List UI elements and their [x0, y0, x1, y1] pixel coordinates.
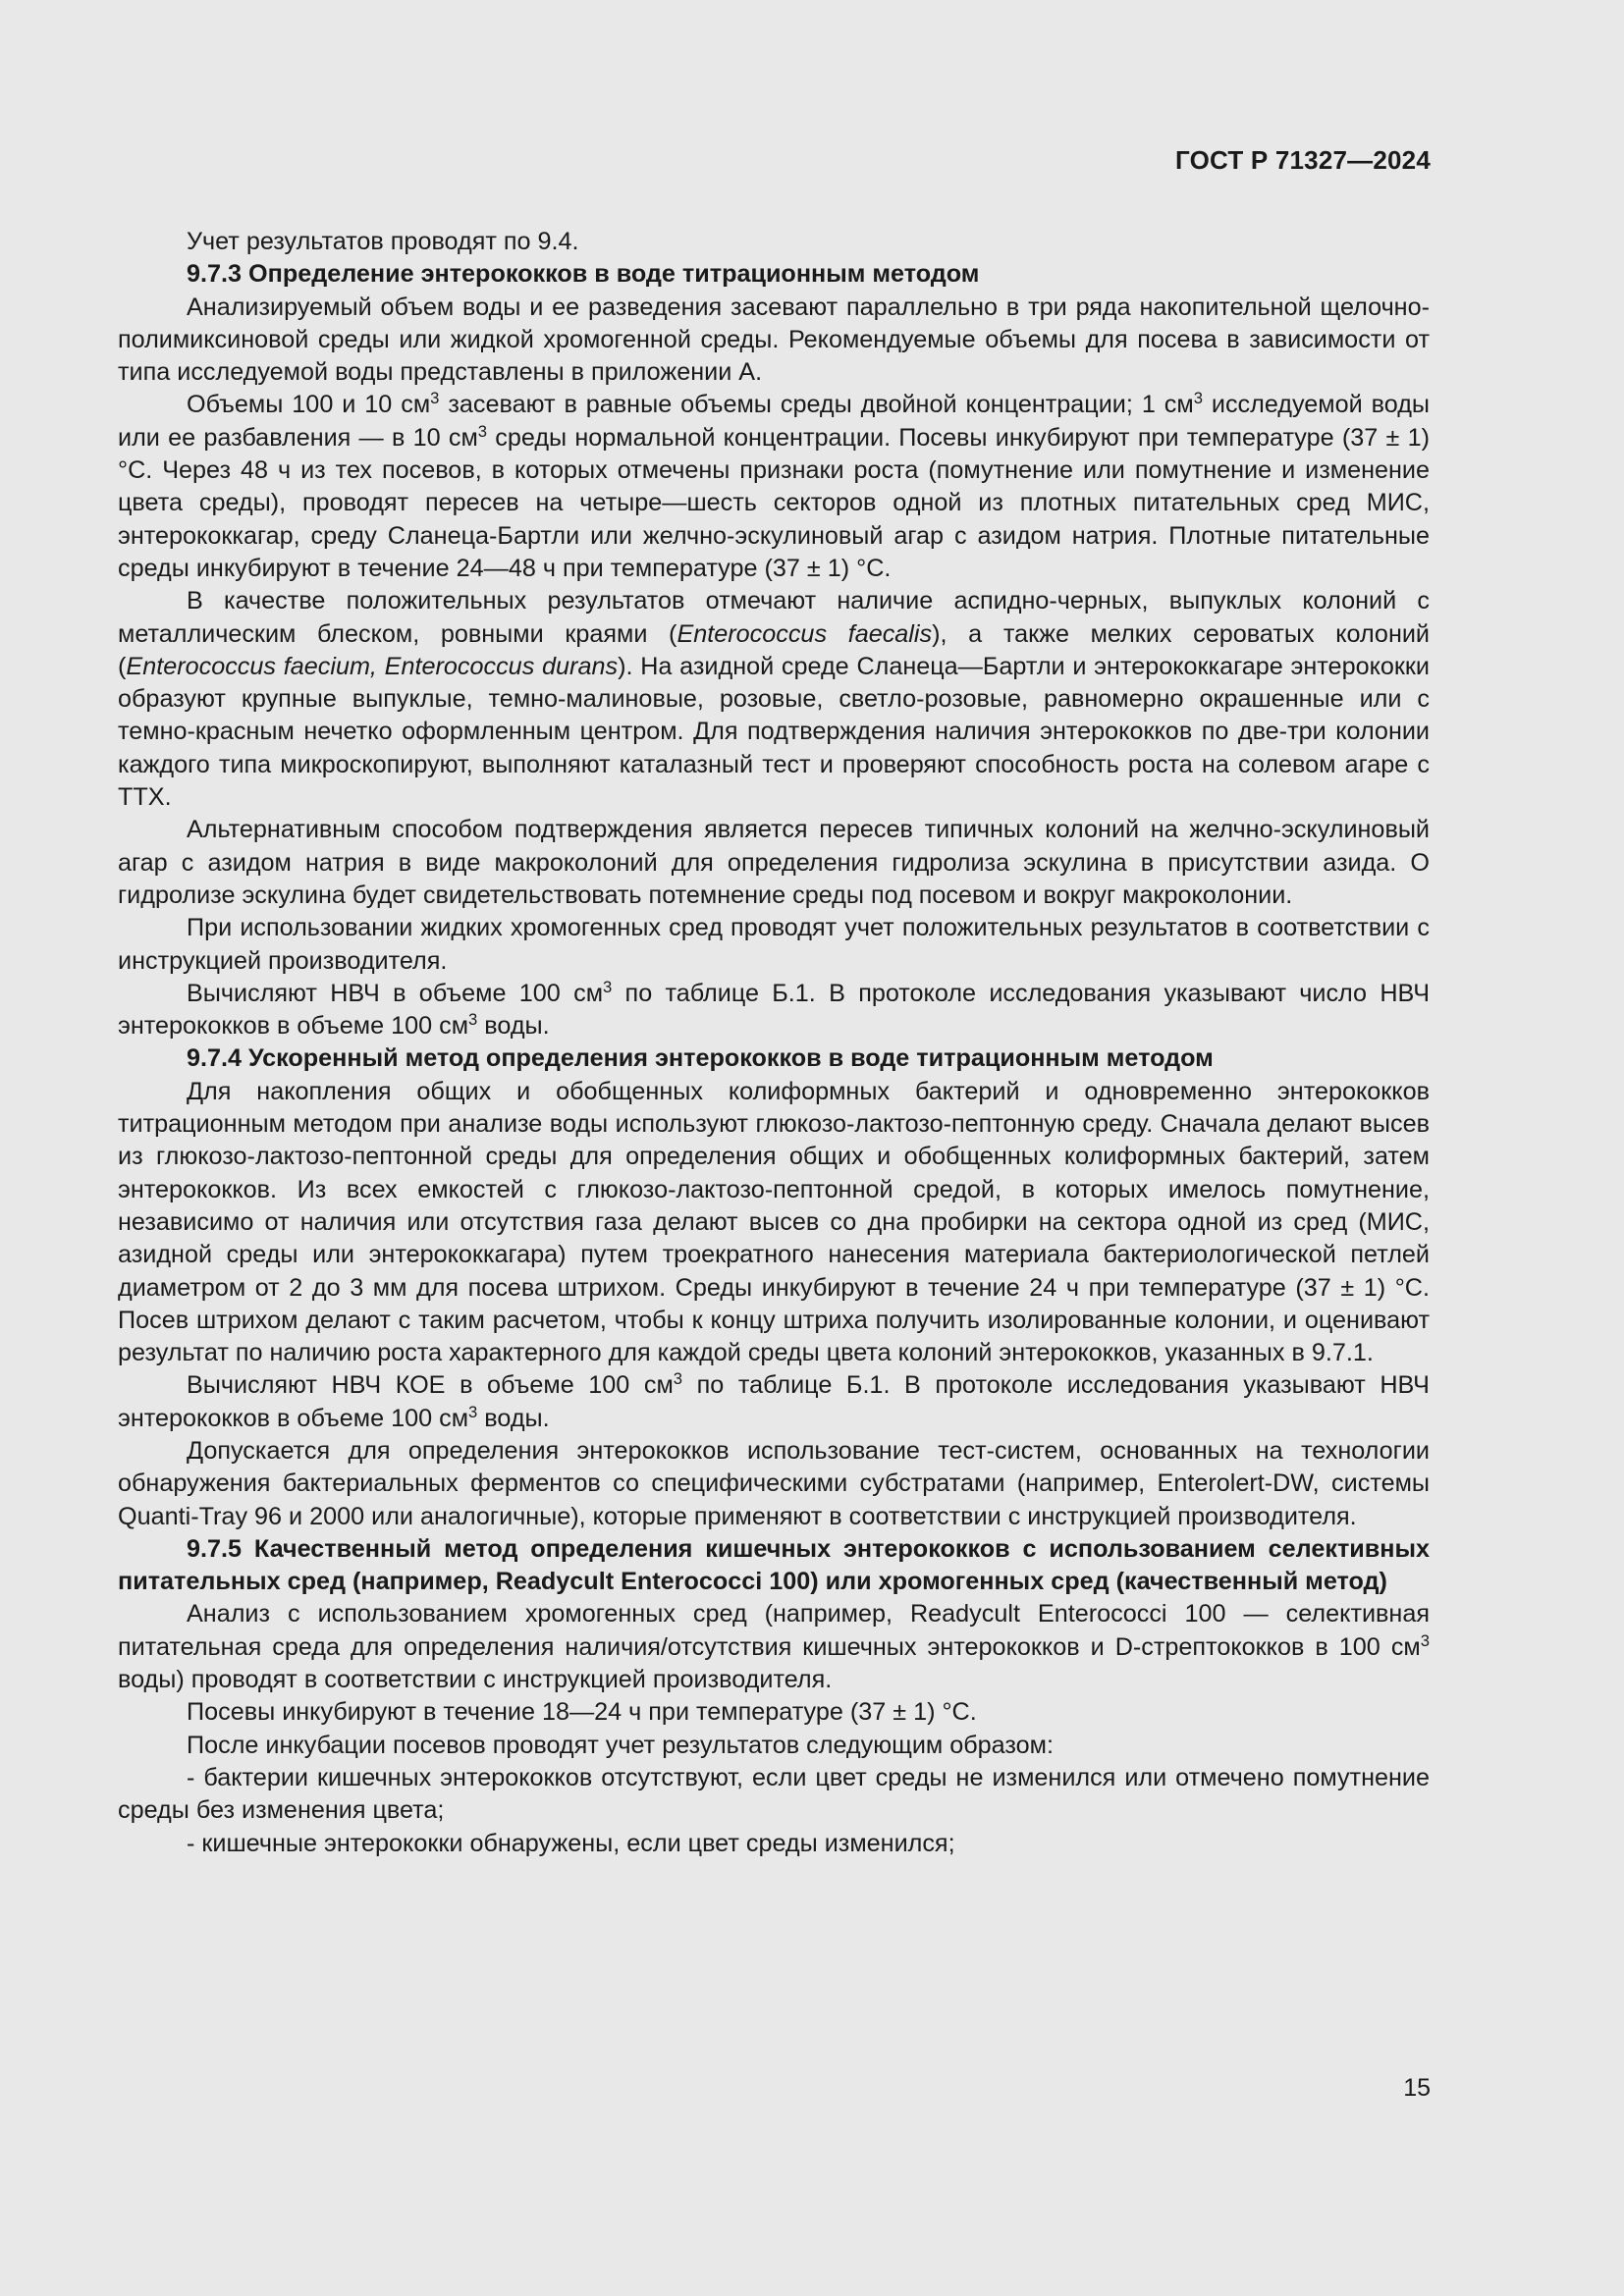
text-run: среды нормальной концентрации. Посевы инкубируют при температуре (37 ± 1) °С. Через 48 ч из тех посевов, в которых отмечены признаки роста (помутнение или помутнение и изменение цвета среды), проводят пересев на четыре—шесть секторов одной из плотных питательных сред МИС, энтерококкагар, среду Сланеца-Бартли или желчно-эскулиновый агар с азидом натрия. Плотные питательные среды инкубируют в течение 24—48 ч при температуре (37 ± 1) °С.: [118, 423, 1430, 582]
paragraph: Допускается для определения энтерококков использование тест-систем, основанных на технологии обнаружения бактериальных ферментов со специфическими субстратами (например, Enterolert-DW, системы Quanti-Tray 96 и 2000 или аналогичные), которые применяют в соответствии с инструкцией производителя.: [118, 1436, 1430, 1530]
text-run: В качестве положительных результатов отмечают наличие аспидно-черных, выпуклых колоний с металлическим блеском, ровными краями (: [118, 587, 1430, 648]
list-item: - бактерии кишечных энтерококков отсутствуют, если цвет среды не изменился или отмечено помутнение среды без изменения цвета;: [118, 1763, 1430, 1825]
paragraph: [118, 1598, 1430, 1696]
paragraph: [118, 585, 1430, 814]
superscript: 3: [468, 1402, 478, 1421]
paragraph: После инкубации посевов проводят учет результатов следующим образом:: [187, 1731, 1054, 1759]
superscript: 3: [1420, 1630, 1430, 1650]
text-run: ). На азидной среде Сланеца—Бартли и энтерококкагаре энтерококки образуют крупные выпуклые, темно-малиновые, розовые, светло-розовые, равномерно окрашенные или с темно-красным нечетко оформленным центром. Для подтверждения наличия энтерококков по две-три колонии каждого типа микроскопируют, выполняют каталазный тест и проверяют способность роста на солевом агаре с ТТХ.: [118, 652, 1431, 812]
section-heading-9-7-4: 9.7.4 Ускоренный метод определения энтерококков в воде титрационным методом: [187, 1044, 1214, 1073]
document-body: [118, 226, 1430, 1860]
text-run: воды.: [477, 1404, 550, 1432]
text-run: воды) проводят в соответствии с инструкцией производителя.: [118, 1666, 833, 1694]
paragraph: Посевы инкубируют в течение 18—24 ч при температуре (37 ± 1) °С.: [187, 1698, 977, 1727]
text-run: Анализ с использованием хромогенных сред (например, Readycult Enterococci 100 — селективная питательная среда для определения наличия/отсутствия кишечных энтерококков и D-стрептококков в 100 см: [118, 1600, 1430, 1661]
italic-species: Enterococcus faecium, Enterococcus durans: [126, 652, 619, 680]
superscript: 3: [430, 389, 440, 408]
text-run: по таблице Б.1. В протоколе исследования указывают число НВЧ энтерококков в объеме 100 см: [118, 979, 1430, 1041]
text-run: воды.: [477, 1012, 550, 1041]
paragraph: Альтернативным способом подтверждения является пересев типичных колоний на желчно-эскулиновый агар с азидом натрия в виде макроколоний для определения гидролиза эскулина в присутствии азида. О гидролизе эскулина будет свидетельствовать потемнение среды под посевом и вокруг макроколонии.: [118, 816, 1430, 909]
list-item: - кишечные энтерококки обнаружены, если цвет среды изменился;: [187, 1829, 955, 1857]
text-run: исследуемой воды или ее разбавления — в 10 см: [118, 391, 1431, 452]
paragraph: При использовании жидких хромогенных сред проводят учет положительных результатов в соответствии с инструкцией производителя.: [118, 914, 1430, 975]
paragraph: [118, 1369, 1430, 1435]
section-heading-9-7-3: 9.7.3 Определение энтерококков в воде титрационным методом: [187, 260, 980, 289]
paragraph: Учет результатов проводят по 9.4.: [187, 228, 579, 255]
text-run: ), а также мелких сероватых колоний (: [118, 619, 1430, 680]
paragraph: Анализируемый объем воды и ее разведения засевают параллельно в три ряда накопительной щелочно-полимиксиновой среды или жидкой хромогенной среды. Рекомендуемые объемы для посева в зависимости от типа исследуемой воды представлены в приложении А.: [118, 293, 1430, 387]
page-number: 15: [1403, 2074, 1431, 2102]
paragraph: [118, 978, 1430, 1043]
superscript: 3: [1193, 389, 1203, 408]
text-run: Объемы 100 и 10 см: [187, 391, 431, 419]
italic-species: Enterococcus faecalis: [677, 619, 933, 648]
superscript: 3: [477, 421, 488, 441]
text-run: засевают в равные объемы среды двойной концентрации; 1 см: [439, 391, 1194, 419]
paragraph: [118, 389, 1430, 585]
superscript: 3: [673, 1369, 683, 1389]
text-run: Вычисляют НВЧ КОЕ в объеме 100 см: [187, 1371, 674, 1400]
section-heading-9-7-5: 9.7.5 Качественный метод определения кишечных энтерококков с использованием селективных питательных сред (например, Readycult Enterococci 100) или хромогенных сред (качественный метод): [118, 1534, 1430, 1596]
text-run: по таблице Б.1. В протоколе исследования указывают НВЧ энтерококков в объеме 100 см: [118, 1371, 1430, 1432]
document-header: ГОСТ Р 71327—2024: [1175, 145, 1431, 175]
paragraph: Для накопления общих и обобщенных колиформных бактерий и одновременно энтерококков титрационным методом при анализе воды используют глюкозо-лактозо-пептонную среду. Сначала делают высев из глюкозо-лактозо-пептонной среды для определения общих и обобщенных колиформных бактерий, затем энтерококков. Из всех емкостей с глюкозо-лактозо-пептонной средой, в которых имелось помутнение, независимо от наличия или отсутствия газа делают высев со дна пробирки на сектора одной из сред (МИС, азидной среды или энтерококкагара) путем троекратного нанесения материала бактериологической петлей диаметром от 2 до 3 мм для посева штрихом. Среды инкубируют в течение 24 ч при температуре (37 ± 1) °С. Посев штрихом делают с таким расчетом, чтобы к концу штриха получить изолированные колонии, и оценивают результат по наличию роста характерного для каждой среды цвета колоний энтерококков, указанных в 9.7.1.: [118, 1077, 1430, 1367]
text-run: Вычисляют НВЧ в объеме 100 см: [187, 979, 604, 1007]
superscript: 3: [603, 977, 613, 996]
superscript: 3: [468, 1009, 478, 1029]
